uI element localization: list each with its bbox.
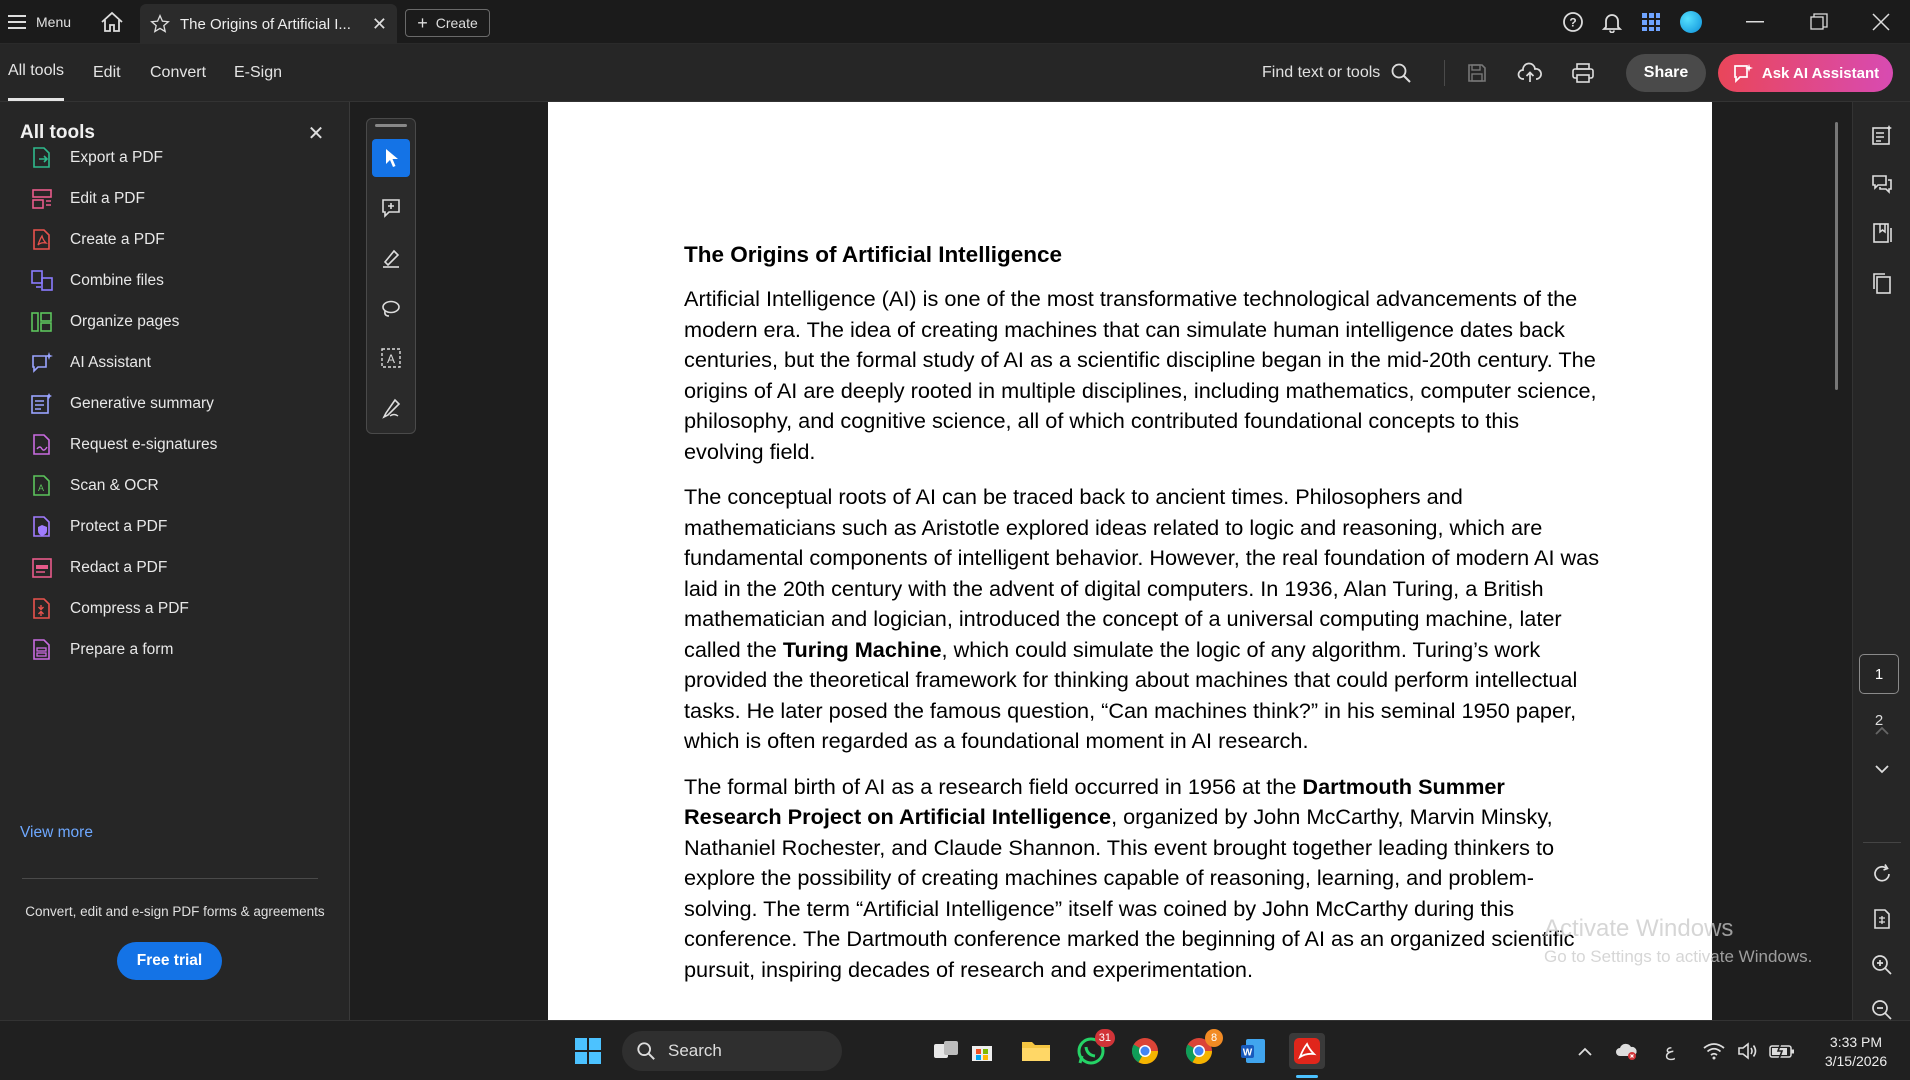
- paragraph-3-text-a: The formal birth of AI as a research field occurred in 1956 at the: [684, 773, 1303, 799]
- avatar: [1680, 11, 1702, 33]
- windows-logo-icon: [574, 1037, 602, 1065]
- title-bar: [0, 0, 1910, 44]
- tool-item-request-e-signatures[interactable]: [30, 428, 330, 462]
- tool-item-label: Protect a PDF: [70, 518, 168, 535]
- task-view-button[interactable]: [928, 1033, 964, 1069]
- bell-icon: [1601, 11, 1623, 33]
- fit-page-icon: [1871, 908, 1893, 930]
- tool-item-label: AI Assistant: [70, 354, 151, 371]
- ai-label: Ask AI Assistant: [1761, 64, 1880, 82]
- active-app-indicator: [1296, 1075, 1318, 1078]
- battery-icon: [1769, 1043, 1795, 1059]
- lasso-icon: [380, 297, 402, 319]
- taskbar-search[interactable]: [622, 1031, 842, 1071]
- acrobat-button[interactable]: [1289, 1033, 1325, 1069]
- onedrive-status-button[interactable]: [1609, 1033, 1645, 1069]
- all-tools-panel: [0, 102, 350, 1020]
- home-icon: [100, 11, 124, 33]
- tool-item-protect-a-pdf[interactable]: [30, 510, 330, 544]
- clock-date: 3/15/2026: [1824, 1053, 1888, 1069]
- tool-item-scan-ocr[interactable]: [30, 469, 330, 503]
- tab-all-tools[interactable]: All tools: [8, 44, 64, 101]
- tool-item-label: Generative summary: [70, 395, 214, 412]
- input-language[interactable]: ع: [1664, 1041, 1676, 1060]
- protect-pdf-icon: [30, 515, 54, 539]
- svg-text:?: ?: [1569, 15, 1577, 30]
- tool-item-ai-assistant[interactable]: [30, 346, 330, 380]
- tool-item-label: Compress a PDF: [70, 600, 189, 617]
- svg-text:W: W: [1242, 1047, 1253, 1059]
- prepare-form-icon: [30, 638, 54, 662]
- page-thumbnail-1[interactable]: 1: [1859, 654, 1899, 694]
- help-button[interactable]: [1562, 0, 1584, 44]
- tool-item-organize-pages[interactable]: [30, 305, 330, 339]
- chevron-up-icon: [1578, 1047, 1592, 1056]
- rotate-icon: [1871, 863, 1893, 885]
- watermark-line-1: Activate Windows: [1544, 915, 1734, 942]
- vertical-scrollbar[interactable]: [1835, 122, 1838, 390]
- fit-page-button[interactable]: [1867, 904, 1897, 934]
- tool-item-label: Combine files: [70, 272, 164, 289]
- tool-item-export-a-pdf[interactable]: [30, 141, 330, 175]
- ai-assistant-icon: [30, 351, 54, 375]
- paragraph-2-text-b: , which could simulate the logic of any algorithm. Turing’s work provided the theoretical framework for thinking about machines that could perform intellectual tasks. He later posed the famous question, “Can machines think?” in his seminal 1950 paper, which is often regarded as a foundational moment in AI research.: [684, 636, 1578, 753]
- sign-tool-button[interactable]: [372, 389, 410, 427]
- menu-button[interactable]: [8, 0, 71, 44]
- panel-divider: [22, 878, 318, 879]
- folder-icon: [1021, 1039, 1051, 1063]
- apps-grid-icon: [1641, 12, 1661, 32]
- bookmarks-rail-button[interactable]: [1867, 218, 1897, 248]
- tool-item-generative-summary[interactable]: [30, 387, 330, 421]
- activate-windows-watermark: [1544, 915, 1812, 967]
- tool-item-label: Redact a PDF: [70, 559, 168, 576]
- paragraph-2: [684, 482, 1604, 757]
- tool-item-label: Scan & OCR: [70, 477, 159, 494]
- paragraph-3-text-b: , organized by John McCarthy, Marvin Minsky, Nathaniel Rochester, and Claude Shannon. This event brought together leading thinkers to explore the possibility of creating machines capable of reasoning, learning, and problem-solving. The term “Artificial Intelligence” itself was coined by John McCarthy during this conference. The Dartmouth conference marked the beginning of AI as an organized scientific pursuit, inspiring decades of research and experimentation.: [684, 804, 1575, 982]
- upload-cloud-button[interactable]: [1515, 58, 1545, 88]
- page-thumbnail-2[interactable]: 2: [1874, 711, 1884, 729]
- pdf-page: [548, 102, 1712, 1020]
- add-comment-button[interactable]: [372, 189, 410, 227]
- view-more-link[interactable]: View more: [20, 824, 93, 841]
- rail-divider: [1863, 842, 1901, 843]
- generative-summary-icon: [30, 392, 54, 416]
- tool-item-create-a-pdf[interactable]: [30, 223, 330, 257]
- task-view-icon: [933, 1040, 959, 1062]
- tool-item-label: Create a PDF: [70, 231, 165, 248]
- next-page-button[interactable]: [1867, 754, 1897, 784]
- comment-add-icon: [380, 197, 402, 219]
- svg-text:A: A: [386, 352, 396, 366]
- word-icon: [1239, 1037, 1267, 1065]
- star-icon[interactable]: [150, 14, 170, 34]
- rotate-button[interactable]: [1867, 859, 1897, 889]
- battery-button[interactable]: [1764, 1033, 1800, 1069]
- hamburger-icon: [8, 15, 26, 29]
- chevron-down-icon: [1874, 764, 1890, 774]
- file-explorer-button[interactable]: [1018, 1033, 1054, 1069]
- tab-title: The Origins of Artificial I...: [180, 15, 351, 33]
- minimize-icon: [1746, 21, 1764, 23]
- tool-item-label: Prepare a form: [70, 641, 174, 658]
- chrome-profile-button[interactable]: [1181, 1033, 1217, 1069]
- restore-button[interactable]: [1810, 0, 1828, 44]
- zoom-in-button[interactable]: [1867, 950, 1897, 980]
- panel-title: All tools: [20, 122, 95, 143]
- combine-files-icon: [30, 269, 54, 293]
- save-button[interactable]: [1462, 58, 1492, 88]
- summary-icon: [1871, 124, 1893, 146]
- menu-label: Menu: [36, 14, 72, 30]
- wifi-icon: [1703, 1042, 1725, 1060]
- highlighter-icon: [380, 247, 402, 269]
- right-rail: [1852, 102, 1910, 1020]
- pages-thumbnail-icon: [1871, 272, 1893, 294]
- plus-icon: +: [417, 12, 428, 33]
- apps-button[interactable]: [1641, 0, 1661, 44]
- start-button[interactable]: [570, 1033, 606, 1069]
- chrome-badge: 8: [1205, 1029, 1223, 1047]
- tool-item-combine-files[interactable]: [30, 264, 330, 298]
- wifi-button[interactable]: [1696, 1033, 1732, 1069]
- acrobat-icon: [1293, 1037, 1321, 1065]
- notifications-button[interactable]: [1601, 0, 1623, 44]
- drag-handle[interactable]: [375, 124, 407, 127]
- store-icon: [969, 1038, 995, 1064]
- tool-item-label: Edit a PDF: [70, 190, 145, 207]
- find-label: Find text or tools: [1262, 64, 1381, 81]
- volume-button[interactable]: [1730, 1033, 1766, 1069]
- show-hidden-icons-button[interactable]: [1567, 1033, 1603, 1069]
- word-button[interactable]: [1235, 1033, 1271, 1069]
- free-trial-button[interactable]: Free trial: [117, 942, 222, 980]
- redact-pdf-icon: [30, 556, 54, 580]
- tab-esign[interactable]: E-Sign: [234, 63, 283, 81]
- organize-pages-icon: [30, 310, 54, 334]
- tab-edit[interactable]: Edit: [93, 63, 121, 81]
- system-clock[interactable]: [1810, 1033, 1902, 1071]
- printer-icon: [1571, 62, 1595, 84]
- svg-text:A: A: [37, 483, 45, 493]
- quick-tools-bar: [366, 118, 416, 434]
- request-esignatures-icon: [30, 433, 54, 457]
- ask-ai-assistant-button[interactable]: [1718, 54, 1893, 92]
- promo-text: Convert, edit and e-sign PDF forms & agreements: [25, 904, 325, 919]
- document-body: [684, 240, 1604, 1000]
- generative-summary-rail-button[interactable]: [1867, 120, 1897, 150]
- pen-sign-icon: [380, 397, 402, 419]
- speaker-icon: [1737, 1042, 1759, 1060]
- profile-button[interactable]: [1680, 0, 1702, 44]
- minimize-button[interactable]: [1746, 0, 1764, 44]
- toolbar-divider: [1444, 60, 1445, 86]
- find-text-or-tools[interactable]: [1262, 44, 1412, 102]
- close-panel-icon[interactable]: ✕: [307, 123, 325, 145]
- compress-pdf-icon: [30, 597, 54, 621]
- create-pdf-icon: [30, 228, 54, 252]
- search-icon: [1390, 62, 1412, 84]
- watermark-line-2: Go to Settings to activate Windows.: [1544, 947, 1813, 966]
- tool-item-edit-a-pdf[interactable]: [30, 182, 330, 216]
- tool-item-label: Export a PDF: [70, 149, 164, 166]
- paragraph-2-text-a: The conceptual roots of AI can be traced back to ancient times. Philosophers and mathematicians such as Aristotle explored ideas related to logic and reasoning, which are fundamental components of intelligent behavior. However, the real foundation of modern AI was laid in the 20th century with the advent of digital computers. In 1936, Alan Turing, a British mathematician and logician, introduced the concept of a universal computing machine, later called the: [684, 484, 1600, 662]
- comments-rail-button[interactable]: [1867, 169, 1897, 199]
- select-tool-button[interactable]: [372, 139, 410, 177]
- close-window-button[interactable]: [1872, 0, 1890, 44]
- main-toolbar: [0, 44, 1910, 102]
- zoom-out-icon: [1871, 999, 1893, 1021]
- text-box-tool-button[interactable]: [372, 339, 410, 377]
- bookmark-icon: [1871, 222, 1893, 244]
- export-pdf-icon: [30, 146, 54, 170]
- document-tab[interactable]: [140, 4, 397, 44]
- ai-assistant-icon: [1732, 62, 1754, 84]
- dartmouth-bold: Dartmouth Summer Research Project on Artificial Intelligence: [684, 773, 1505, 829]
- tool-item-redact-a-pdf[interactable]: [30, 551, 330, 585]
- print-button[interactable]: [1568, 58, 1598, 88]
- draw-tool-button[interactable]: [372, 289, 410, 327]
- scan-ocr-icon: [30, 474, 54, 498]
- tab-convert[interactable]: Convert: [150, 63, 207, 81]
- home-button[interactable]: [100, 0, 124, 44]
- paragraph-1: Artificial Intelligence (AI) is one of the most transformative technological advancements of the modern era. The idea of creating machines that can simulate human intelligence dates back centuries, but the formal study of AI as a scientific discipline began in the mid-20th century. The origins of AI are deeply rooted in multiple disciplines, including mathematics, computer science, philosophy, and cognitive science, all of which contributed foundational concepts to this evolving field.: [684, 286, 1597, 464]
- comments-icon: [1871, 173, 1893, 195]
- edit-pdf-icon: [30, 187, 54, 211]
- close-icon: [1872, 13, 1890, 31]
- help-icon: [1562, 11, 1584, 33]
- highlight-tool-button[interactable]: [372, 239, 410, 277]
- close-tab-icon[interactable]: ✕: [371, 13, 387, 34]
- text-box-icon: [380, 347, 402, 369]
- pages-rail-button[interactable]: [1867, 268, 1897, 298]
- share-button[interactable]: Share: [1626, 54, 1706, 92]
- turing-machine-bold: Turing Machine: [782, 636, 942, 662]
- restore-icon: [1810, 13, 1828, 31]
- search-label: Search: [668, 1041, 722, 1060]
- chrome-button[interactable]: [1127, 1033, 1163, 1069]
- save-icon: [1466, 62, 1488, 84]
- tool-item-prepare-a-form[interactable]: [30, 633, 330, 667]
- tool-item-label: Organize pages: [70, 313, 180, 330]
- create-button[interactable]: [405, 9, 490, 37]
- whatsapp-button[interactable]: [1073, 1033, 1109, 1069]
- cursor-arrow-icon: [381, 147, 401, 169]
- microsoft-store-button[interactable]: [964, 1033, 1000, 1069]
- create-label: Create: [435, 15, 478, 31]
- search-icon: [636, 1041, 656, 1061]
- tool-item-label: Request e-signatures: [70, 436, 218, 453]
- document-title: The Origins of Artificial Intelligence: [684, 242, 1062, 267]
- cloud-error-icon: [1615, 1041, 1639, 1061]
- paragraph-3: [684, 772, 1604, 986]
- clock-time: 3:33 PM: [1829, 1034, 1883, 1050]
- zoom-in-icon: [1871, 954, 1893, 976]
- cloud-upload-icon: [1517, 62, 1543, 84]
- tool-item-compress-a-pdf[interactable]: [30, 592, 330, 626]
- chrome-icon: [1130, 1036, 1160, 1066]
- windows-taskbar: [0, 1020, 1910, 1080]
- whatsapp-badge: 31: [1095, 1029, 1115, 1047]
